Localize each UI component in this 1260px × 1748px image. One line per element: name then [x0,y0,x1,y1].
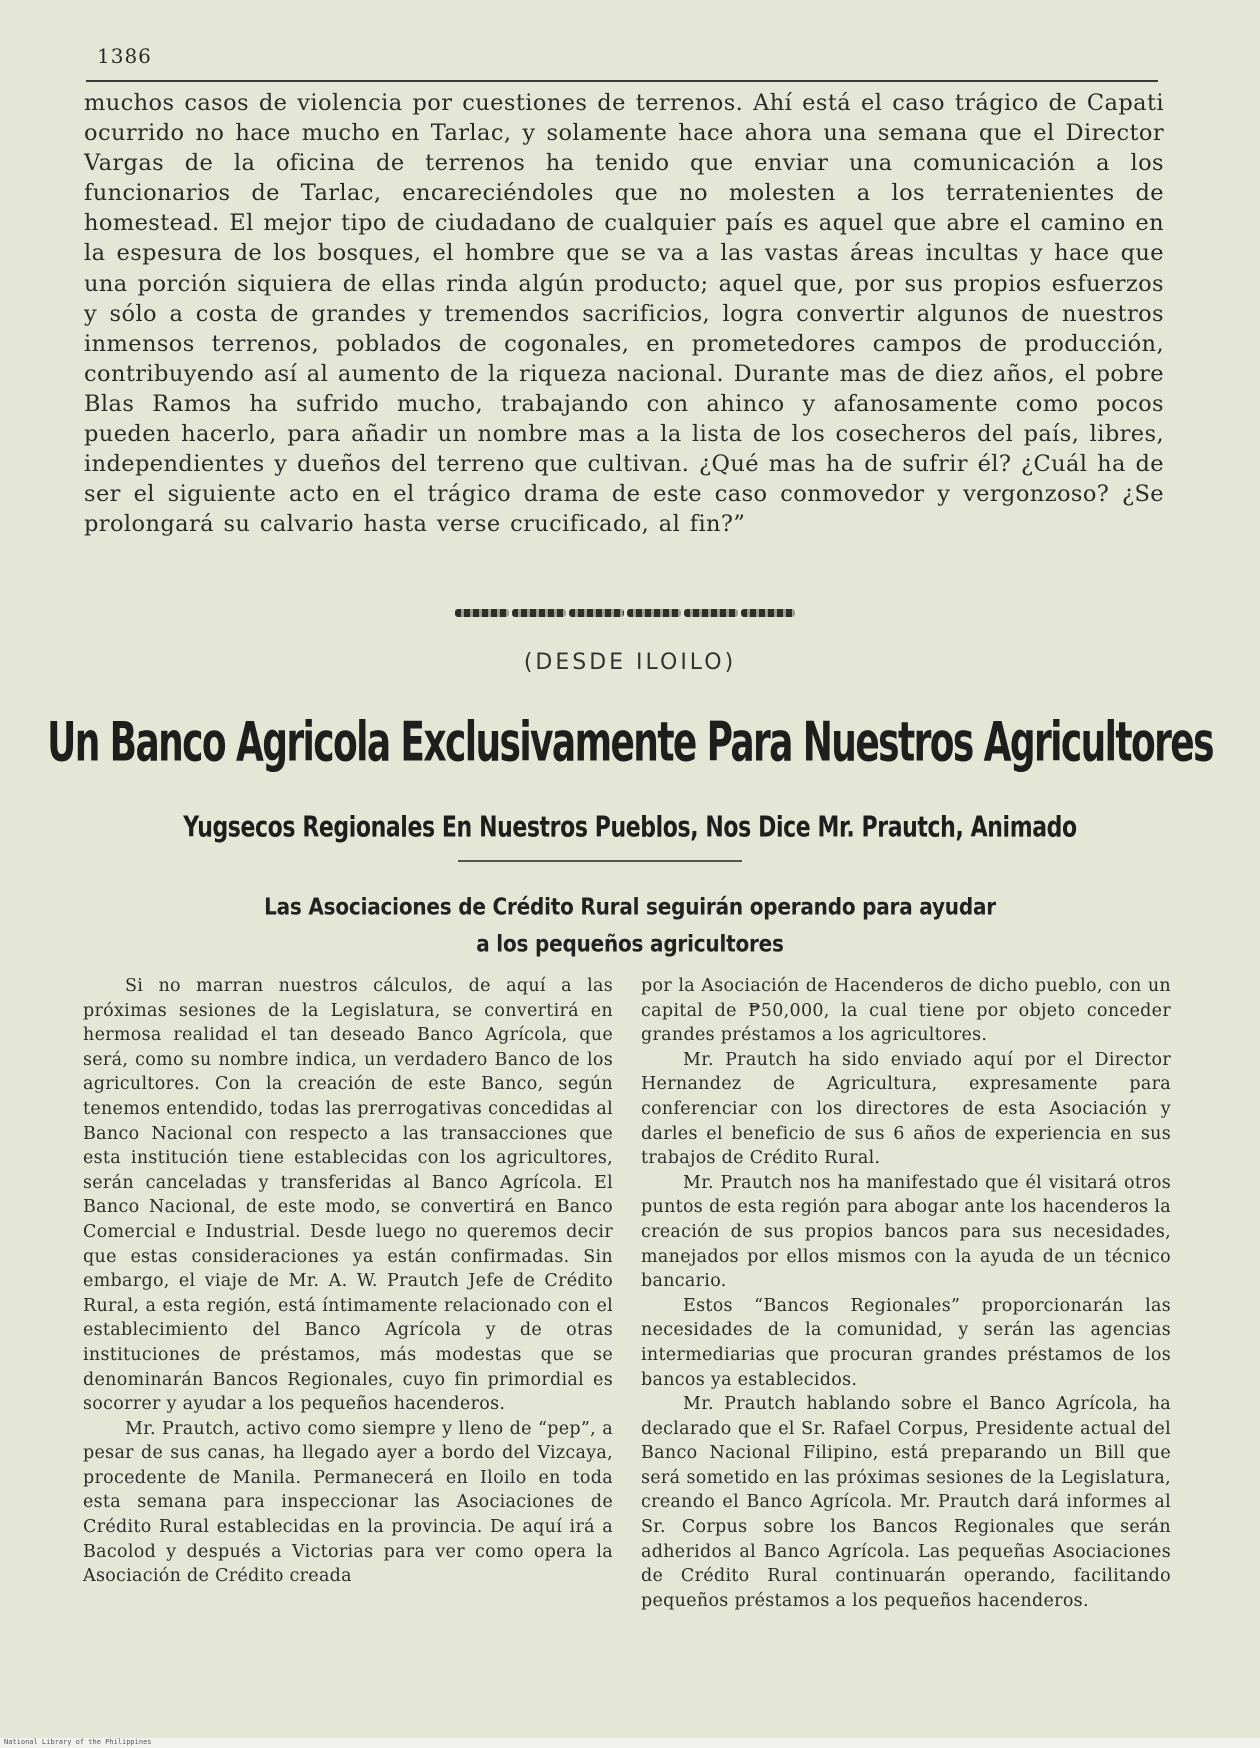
article-paragraph: Si no marran nuestros cálculos, de aquí a las próximas sesiones de la Legislatura, se convertirá en hermosa realidad el tan deseado Banco Agrícola, que será, como su nombre indica, un verdadero Banco de los agricultores. Con la creación de este Banco, según tenemos entendido, todas las prerrogativas concedidas al Banco Nacional con respecto a las transacciones que esta institución tiene establecidas con los agricultores, serán canceladas y transferidas al Banco Agrícola. El Banco Nacional, de este modo, se convertirá en Banco Comercial e Industrial. Desde luego no queremos decir que estas consideraciones ya están confirmadas. Sin embargo, el viaje de Mr. A. W. Prautch Jefe de Crédito Rural, a esta región, está íntimamente relacionado con el establecimiento del Banco Agrícola y de otras instituciones de préstamos, más modestas que se denominarán Bancos Regionales, cuyo fin primordial es socorrer y ayudar a los pequeños hacenderos. [83,976,613,1415]
article-paragraph: por la Asociación de Hacenderos de dicho pueblo, con un capital de ₱50,000, la cual tiene por objeto conceder grandes préstamos a los agricultores. [641,976,1171,1046]
ornamental-divider [455,605,795,621]
article-paragraph: Mr. Prautch hablando sobre el Banco Agrícola, ha declarado que el Sr. Rafael Corpus, Presidente actual del Banco Nacional Filipino, está preparando un Bill que será sometido en las próximas sesiones de la Legislatura, creando el Banco Agrícola. Mr. Prautch dará informes al Sr. Corpus sobre los Bancos Regionales que serán adheridos al Banco Agrícola. Las pequeñas Asociaciones de Crédito Rural continuarán operando, facilitando pequeños préstamos a los pequeños hacenderos. [641,1394,1171,1611]
deck-line-1: Las Asociaciones de Crédito Rural seguirán operando para ayudar [264,892,996,921]
header-rule [86,80,1158,82]
subheadline: Yugsecos Regionales En Nuestros Pueblos, Nos Dice Mr. Prautch, Animado [183,812,1077,845]
footer-credit: National Library of the Philippines [4,1738,152,1746]
article-paragraph: Mr. Prautch nos ha manifestado que él visitará otros puntos de esta región para abogar ante los hacenderos la creación de sus propios bancos para sus necesidades, manejados por ellos mismos con la ayuda de un técnico bancario. [641,1172,1171,1292]
page-number: 1386 [97,44,152,68]
article-paragraph: Mr. Prautch ha sido enviado aquí por el Director Hernandez de Agricultura, expresamente para conferenciar con los directores de esta Asociación y darles el beneficio de sus 6 años de experiencia en sus trabajos de Crédito Rural. [641,1049,1171,1169]
article-column-left [83,974,613,1589]
headline: Un Banco Agricola Exclusivamente Para Nuestros Agricultores [47,712,1213,775]
article-column-right [641,974,1171,1613]
footer-strip [0,1738,1260,1748]
subhead-rule [458,860,742,862]
article-paragraph: Mr. Prautch, activo como siempre y lleno de “pep”, a pesar de sus canas, ha llegado ayer a bordo del Vizcaya, procedente de Manila. Permanecerá en Iloilo en toda esta semana para inspeccionar las Asociaciones de Crédito Rural establecidas en la provincia. De aquí irá a Bacolod y después a Victorias para ver como opera la Asociación de Crédito creada [83,1418,613,1587]
intro-paragraph: muchos casos de violencia por cuestiones de terrenos. Ahí está el caso trágico de Capati ocurrido no hace mucho en Tarlac, y solamente hace ahora una semana que el Director Vargas de la oficina de terrenos ha tenido que enviar una comunicación a los funcionarios de Tarlac, encareciéndoles que no molesten a los terratenientes de homestead. El mejor tipo de ciudadano de cualquier país es aquel que abre el camino en la espesura de los bosques, el hombre que se va a las vastas áreas incultas y hace que una porción siquiera de ellas rinda algún producto; aquel que, por sus propios esfuerzos y sólo a costa de grandes y tremendos sacrificios, logra convertir algunos de nuestros inmensos terrenos, poblados de cogonales, en prometedores campos de producción, contribuyendo así al aumento de la riqueza nacional. Durante mas de diez años, el pobre Blas Ramos ha sufrido mucho, trabajando con ahinco y afanosamente como pocos pueden hacerlo, para añadir un nombre mas a la lista de los cosecheros del país, libres, independientes y dueños del terreno que cultivan. ¿Qué mas ha de sufrir él? ¿Cuál ha de ser el siguiente acto en el trágico drama de este caso conmovedor y vergonzoso? ¿Se prolongará su calvario hasta verse crucificado, al fin?” [84,90,1164,538]
dateline: (DESDE ILOILO) [523,650,737,675]
article-paragraph: Estos “Bancos Regionales” proporcionarán las necesidades de la comunidad, y serán las agencias intermediarias que procuran grandes préstamos de los bancos ya establecidos. [641,1295,1171,1390]
deck-line-2: a los pequeños agricultores [476,929,784,957]
deck [0,888,1260,962]
